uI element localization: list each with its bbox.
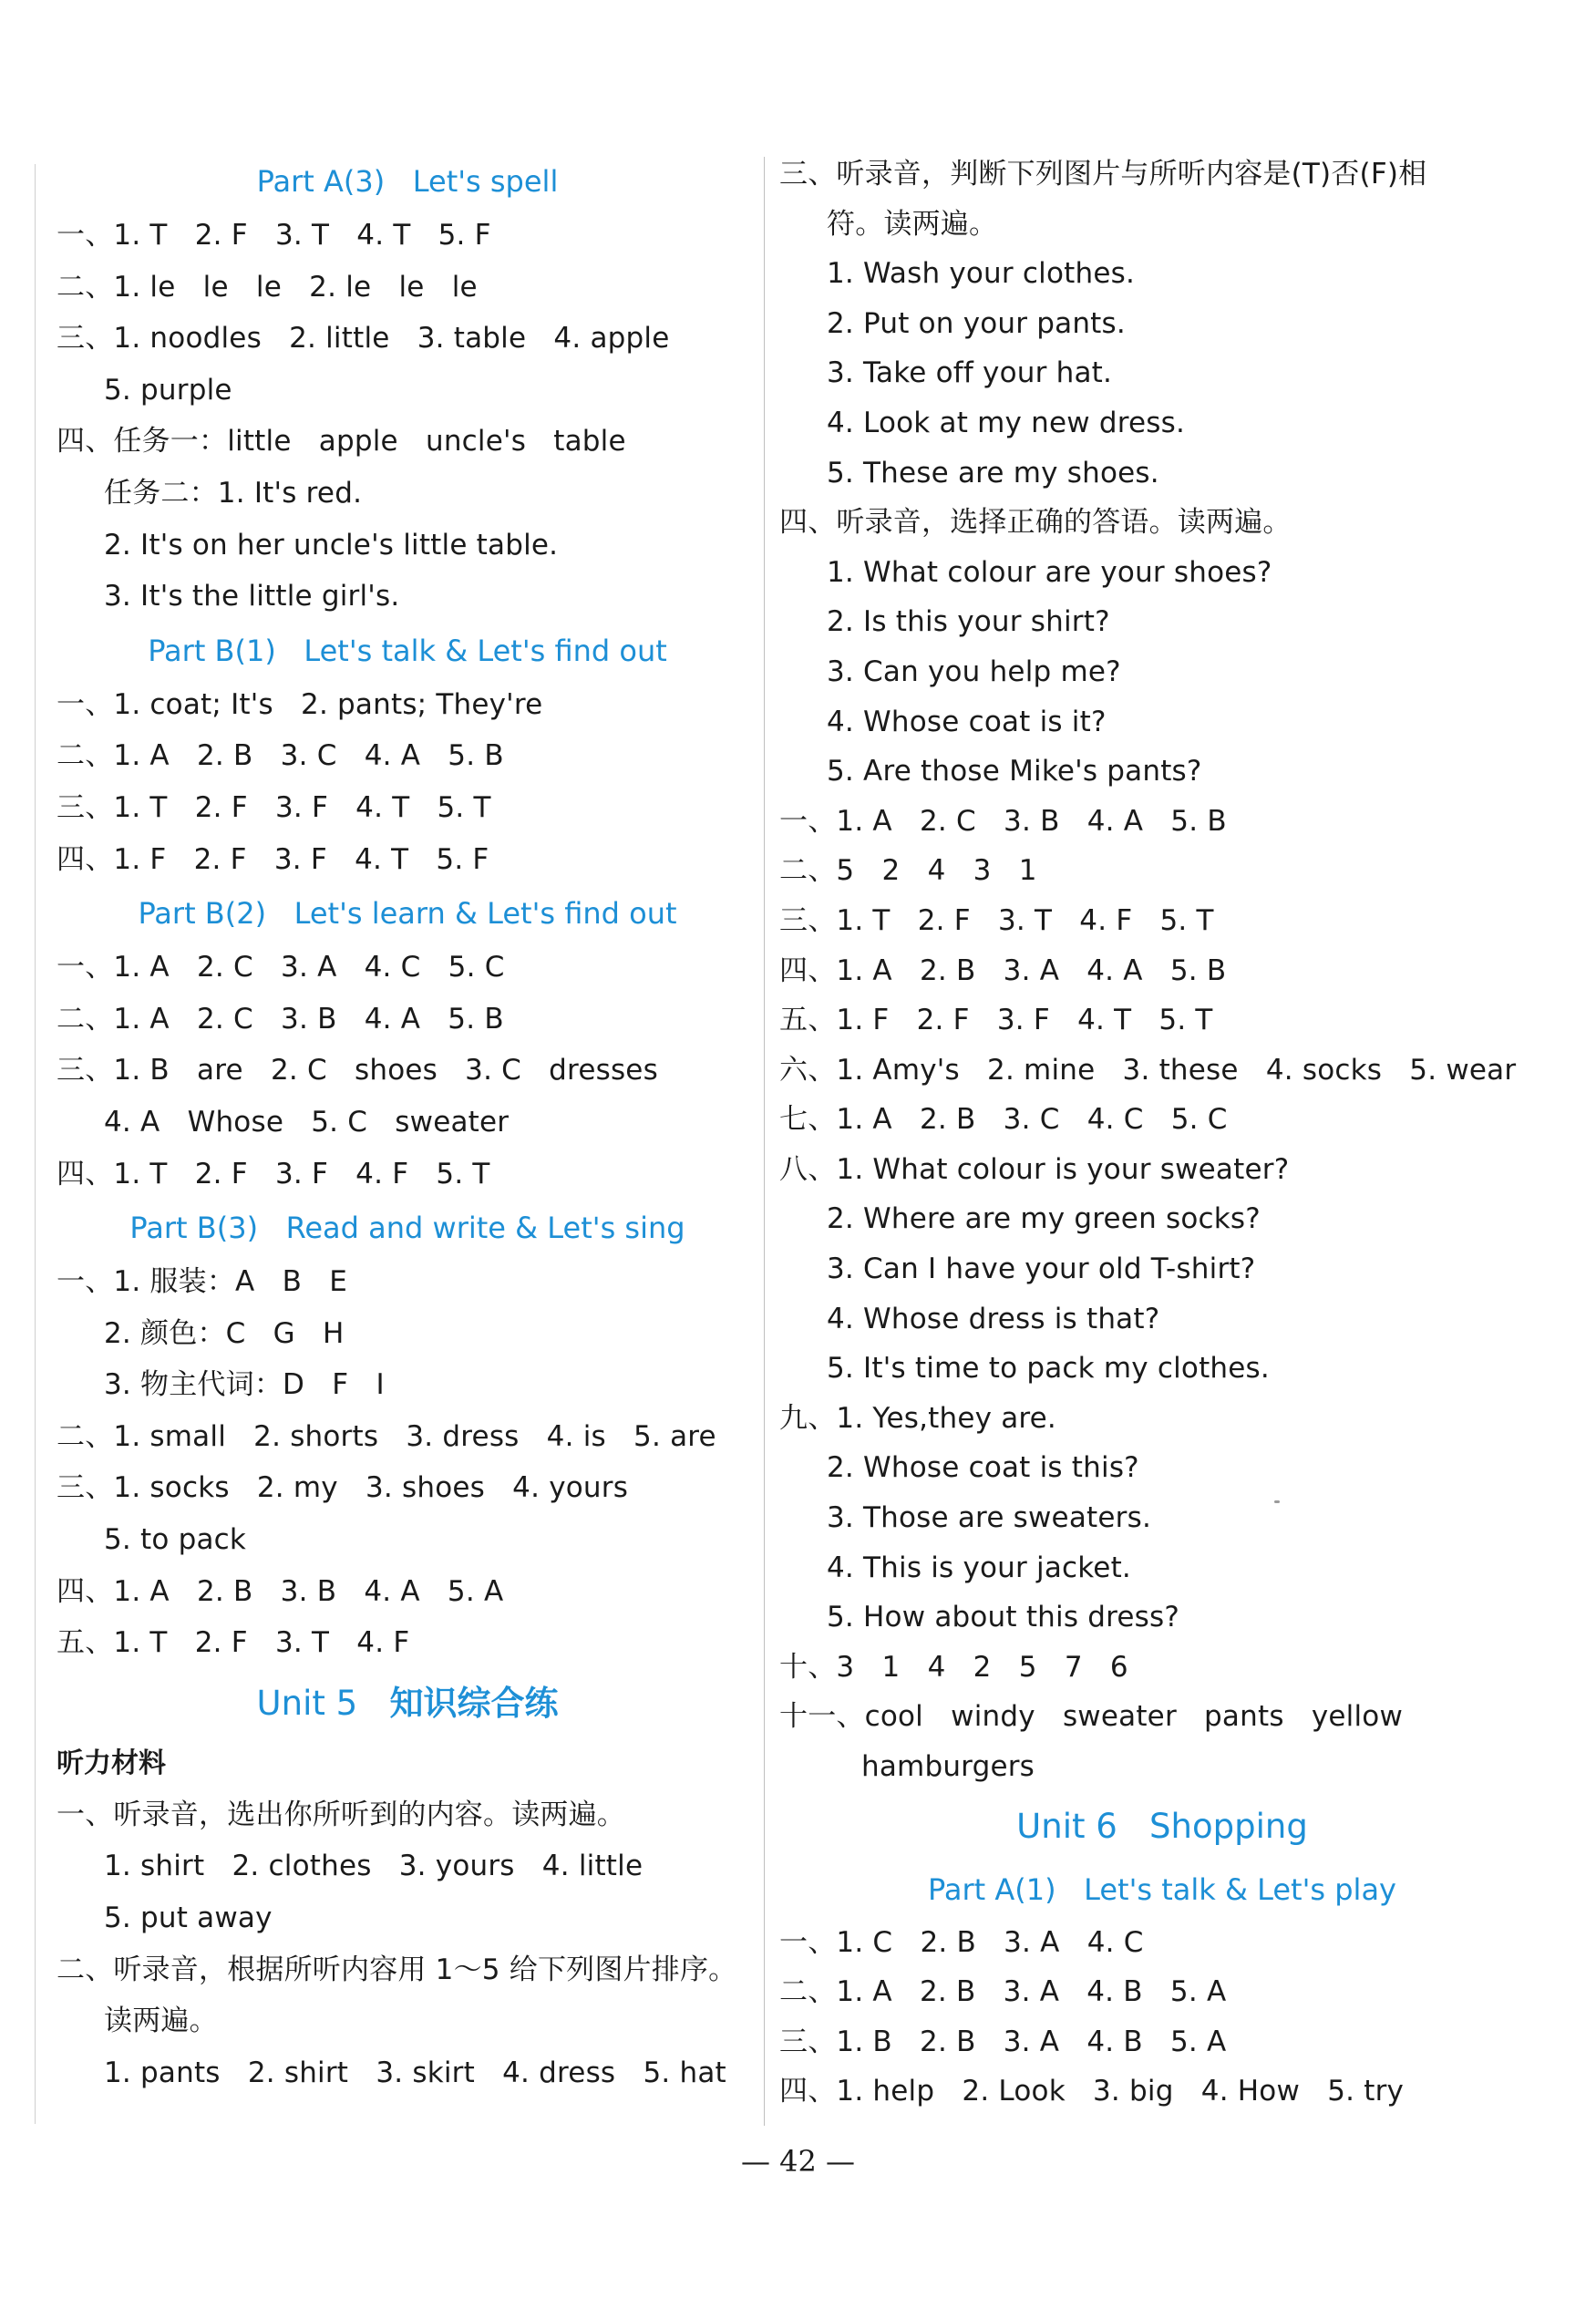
answer-line: 一、1. T 2. F 3. T 4. T 5. F bbox=[57, 219, 491, 252]
heading-part-b1: Part B(1) Let's talk & Let's find out bbox=[148, 633, 667, 668]
answer-line: 一、1. 服装：A B E bbox=[57, 1265, 348, 1299]
answer-line: 四、1. F 2. F 3. F 4. T 5. F bbox=[57, 842, 489, 876]
answer-line: 5. put away bbox=[104, 1902, 273, 1935]
listening-material-title: 听力材料 bbox=[57, 1747, 166, 1779]
answer-line: 二、听录音，根据所听内容用 1～5 给下列图片排序。 bbox=[57, 1953, 737, 1986]
answer-line: 2. Whose coat is this? bbox=[827, 1451, 1139, 1485]
heading-part-b2: Part B(2) Let's learn & Let's find out bbox=[138, 896, 677, 932]
answer-line: 二、1. A 2. B 3. C 4. A 5. B bbox=[57, 739, 504, 773]
answer-line: 二、5 2 4 3 1 bbox=[779, 854, 1037, 888]
unit5-label: Unit 5 bbox=[256, 1683, 358, 1723]
answer-line: 4. Look at my new dress. bbox=[827, 406, 1185, 439]
answer-line: 5. purple bbox=[104, 373, 232, 407]
column-divider bbox=[764, 157, 765, 2126]
scan-speck bbox=[1274, 1500, 1280, 1503]
answer-line: 4. This is your jacket. bbox=[827, 1551, 1131, 1584]
answer-line: 5. How about this dress? bbox=[827, 1601, 1180, 1634]
answer-line: 四、1. T 2. F 3. F 4. F 5. T bbox=[57, 1157, 490, 1190]
answer-line: 九、1. Yes,they are. bbox=[779, 1401, 1056, 1435]
answer-line: 五、1. T 2. F 3. T 4. F bbox=[57, 1626, 410, 1660]
answer-line: 任务二：1. It's red. bbox=[104, 476, 363, 510]
answer-line: 3. 物主代词：D F I bbox=[104, 1368, 385, 1402]
answer-line: 一、听录音，选出你所听到的内容。读两遍。 bbox=[57, 1798, 625, 1831]
answer-line: 3. Can you help me? bbox=[827, 654, 1121, 688]
left-column bbox=[57, 153, 758, 2098]
answer-line: 四、听录音，选择正确的答语。读两遍。 bbox=[779, 506, 1292, 540]
binding-edge bbox=[35, 164, 36, 2124]
answer-line: 三、1. B 2. B 3. A 4. B 5. A bbox=[779, 2025, 1227, 2058]
answer-line: 2. Where are my green socks? bbox=[827, 1202, 1261, 1236]
answer-line: 一、1. A 2. C 3. A 4. C 5. C bbox=[57, 951, 505, 984]
answer-line: 2. Is this your shirt? bbox=[827, 605, 1110, 639]
answer-line: hamburgers bbox=[861, 1750, 1035, 1783]
answer-line: 二、1. small 2. shorts 3. dress 4. is 5. are bbox=[57, 1419, 716, 1453]
heading-unit6-part-a1: Part A(1) Let's talk & Let's play bbox=[928, 1871, 1396, 1907]
answer-line: 四、任务一：little apple uncle's table bbox=[57, 425, 626, 459]
answer-line: 一、1. coat; It's 2. pants; They're bbox=[57, 687, 543, 721]
heading-unit5 bbox=[57, 1669, 758, 1738]
answer-line: 符。读两遍。 bbox=[827, 207, 998, 241]
answer-line: 5. It's time to pack my clothes. bbox=[827, 1352, 1270, 1386]
answer-line: 二、1. A 2. C 3. B 4. A 5. B bbox=[57, 1002, 504, 1036]
answer-line: 三、1. T 2. F 3. T 4. F 5. T bbox=[779, 903, 1214, 937]
answer-line: 一、1. C 2. B 3. A 4. C bbox=[779, 1925, 1144, 1959]
answer-line: 3. It's the little girl's. bbox=[104, 580, 400, 613]
answer-line: 1. pants 2. shirt 3. skirt 4. dress 5. hat bbox=[104, 2056, 726, 2089]
heading-part-a3: Part A(3) Let's spell bbox=[256, 164, 559, 199]
answer-line: 2. It's on her uncle's little table. bbox=[104, 528, 559, 562]
answer-line: 5. Are those Mike's pants? bbox=[827, 755, 1202, 788]
answer-line: 三、1. noodles 2. little 3. table 4. apple bbox=[57, 322, 670, 356]
answer-line: 三、听录音，判断下列图片与所听内容是(T)否(F)相 bbox=[779, 158, 1427, 191]
right-column bbox=[779, 149, 1545, 2117]
answer-line: 1. Wash your clothes. bbox=[827, 257, 1136, 291]
answer-line: 1. What colour are your shoes? bbox=[827, 555, 1272, 589]
answer-line: 三、1. T 2. F 3. F 4. T 5. T bbox=[57, 790, 491, 824]
page-number: — 42 — bbox=[740, 2144, 856, 2179]
answer-line: 2. 颜色：C G H bbox=[104, 1316, 345, 1350]
answer-line: 四、1. A 2. B 3. B 4. A 5. A bbox=[57, 1574, 504, 1608]
answer-line: 四、1. A 2. B 3. A 4. A 5. B bbox=[779, 953, 1227, 987]
heading-unit6: Unit 6 Shopping bbox=[1016, 1806, 1308, 1846]
answer-line: 三、1. socks 2. my 3. shoes 4. yours bbox=[57, 1471, 629, 1505]
answer-line: 读两遍。 bbox=[104, 2005, 218, 2038]
answer-line: 3. Can I have your old T-shirt? bbox=[827, 1252, 1256, 1286]
answer-line: 一、1. A 2. C 3. B 4. A 5. B bbox=[779, 804, 1227, 838]
answer-line: 4. A Whose 5. C sweater bbox=[104, 1105, 510, 1139]
answer-line: 二、1. le le le 2. le le le bbox=[57, 270, 478, 304]
answer-line: 1. shirt 2. clothes 3. yours 4. little bbox=[104, 1850, 644, 1883]
unit5-title: 知识综合练 bbox=[389, 1683, 559, 1723]
answer-line: 五、1. F 2. F 3. F 4. T 5. T bbox=[779, 1004, 1213, 1037]
answer-line: 六、1. Amy's 2. mine 3. these 4. socks 5. wear bbox=[779, 1053, 1517, 1087]
answer-line: 八、1. What colour is your sweater? bbox=[779, 1152, 1290, 1186]
answer-line: 4. Whose dress is that? bbox=[827, 1302, 1160, 1335]
answer-line: 十、3 1 4 2 5 7 6 bbox=[779, 1650, 1128, 1684]
answer-line: 三、1. B are 2. C shoes 3. C dresses bbox=[57, 1054, 658, 1087]
answer-line: 七、1. A 2. B 3. C 4. C 5. C bbox=[779, 1103, 1228, 1137]
answer-line: 四、1. help 2. Look 3. big 4. How 5. try bbox=[779, 2075, 1405, 2108]
answer-line: 3. Take off your hat. bbox=[827, 356, 1113, 390]
answer-line: 5. These are my shoes. bbox=[827, 456, 1159, 490]
answer-line: 4. Whose coat is it? bbox=[827, 705, 1107, 738]
answer-line: 5. to pack bbox=[104, 1523, 247, 1557]
answer-line: 3. Those are sweaters. bbox=[827, 1501, 1151, 1535]
answer-line: 2. Put on your pants. bbox=[827, 306, 1126, 340]
answer-line: 十一、cool windy sweater pants yellow bbox=[779, 1700, 1404, 1734]
heading-part-b3: Part B(3) Read and write & Let's sing bbox=[129, 1211, 685, 1246]
answer-line: 二、1. A 2. B 3. A 4. B 5. A bbox=[779, 1975, 1227, 2009]
